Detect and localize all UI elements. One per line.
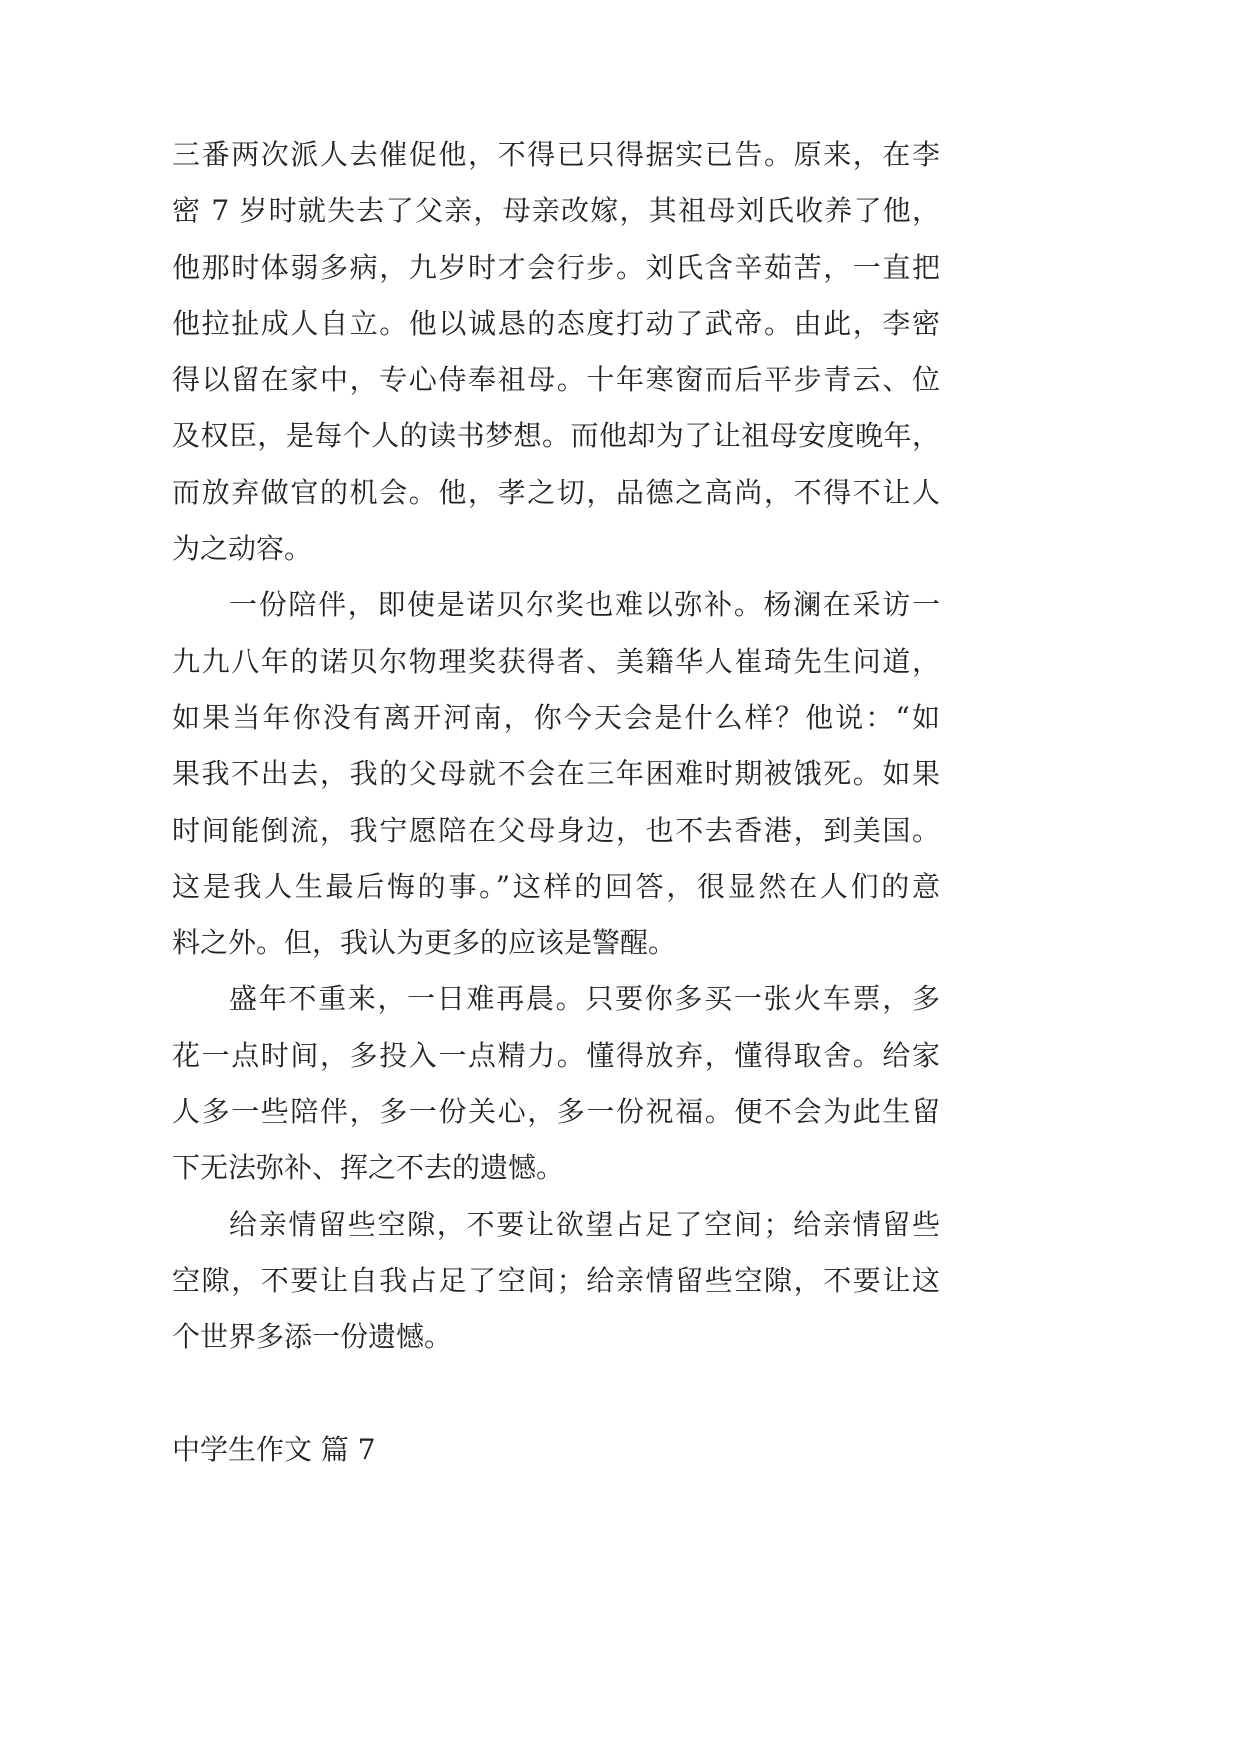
text-line: 空隙，不要让自我占足了空间；给亲情留些空隙，不要让这 <box>172 1263 940 1297</box>
text-line: 而放弃做官的机会。他，孝之切，品德之高尚，不得不让人 <box>172 475 940 509</box>
section-heading: 中学生作文 篇 7 <box>172 1432 376 1466</box>
text-line: 得以留在家中，专心侍奉祖母。十年寒窗而后平步青云、位 <box>172 363 940 397</box>
text-line: 他拉扯成人自立。他以诚恳的态度打动了武帝。由此，李密 <box>172 306 940 340</box>
text-line: 料之外。但，我认为更多的应该是警醒。 <box>172 926 677 960</box>
text-line: 这是我人生最后悔的事。”这样的回答，很显然在人们的意 <box>172 869 940 903</box>
text-line: 给亲情留些空隙，不要让欲望占足了空间；给亲情留些 <box>229 1207 940 1241</box>
text-line: 如果当年你没有离开河南，你今天会是什么样？他说：“如 <box>172 700 940 734</box>
text-line: 个世界多添一份遗憾。 <box>172 1320 453 1354</box>
text-line: 九九八年的诺贝尔物理奖获得者、美籍华人崔琦先生问道， <box>172 644 940 678</box>
paragraph <box>172 1197 940 1366</box>
text-line: 下无法弥补、挥之不去的遗憾。 <box>172 1151 565 1185</box>
text-line: 盛年不重来，一日难再晨。只要你多买一张火车票，多 <box>229 982 940 1016</box>
text-line: 花一点时间，多投入一点精力。懂得放弃，懂得取舍。给家 <box>172 1038 940 1072</box>
text-line: 人多一些陪伴，多一份关心，多一份祝福。便不会为此生留 <box>172 1095 940 1129</box>
text-line: 时间能倒流，我宁愿陪在父母身边，也不去香港，到美国。 <box>172 813 940 847</box>
text-line: 密 7 岁时就失去了父亲，母亲改嫁，其祖母刘氏收养了他， <box>172 194 940 228</box>
text-line: 及权臣，是每个人的读书梦想。而他却为了让祖母安度晚年， <box>172 419 940 453</box>
text-line: 他那时体弱多病，九岁时才会行步。刘氏含辛茹苦，一直把 <box>172 250 940 284</box>
text-line: 三番两次派人去催促他，不得已只得据实已告。原来，在李 <box>172 138 940 171</box>
document-body <box>172 127 940 1478</box>
text-line: 一份陪伴，即使是诺贝尔奖也难以弥补。杨澜在采访一 <box>229 588 940 622</box>
text-line: 为之动容。 <box>172 532 313 566</box>
text-line: 果我不出去，我的父母就不会在三年困难时期被饿死。如果 <box>172 757 940 791</box>
paragraph <box>172 971 940 1196</box>
paragraph <box>172 577 940 971</box>
paragraph <box>172 127 940 577</box>
